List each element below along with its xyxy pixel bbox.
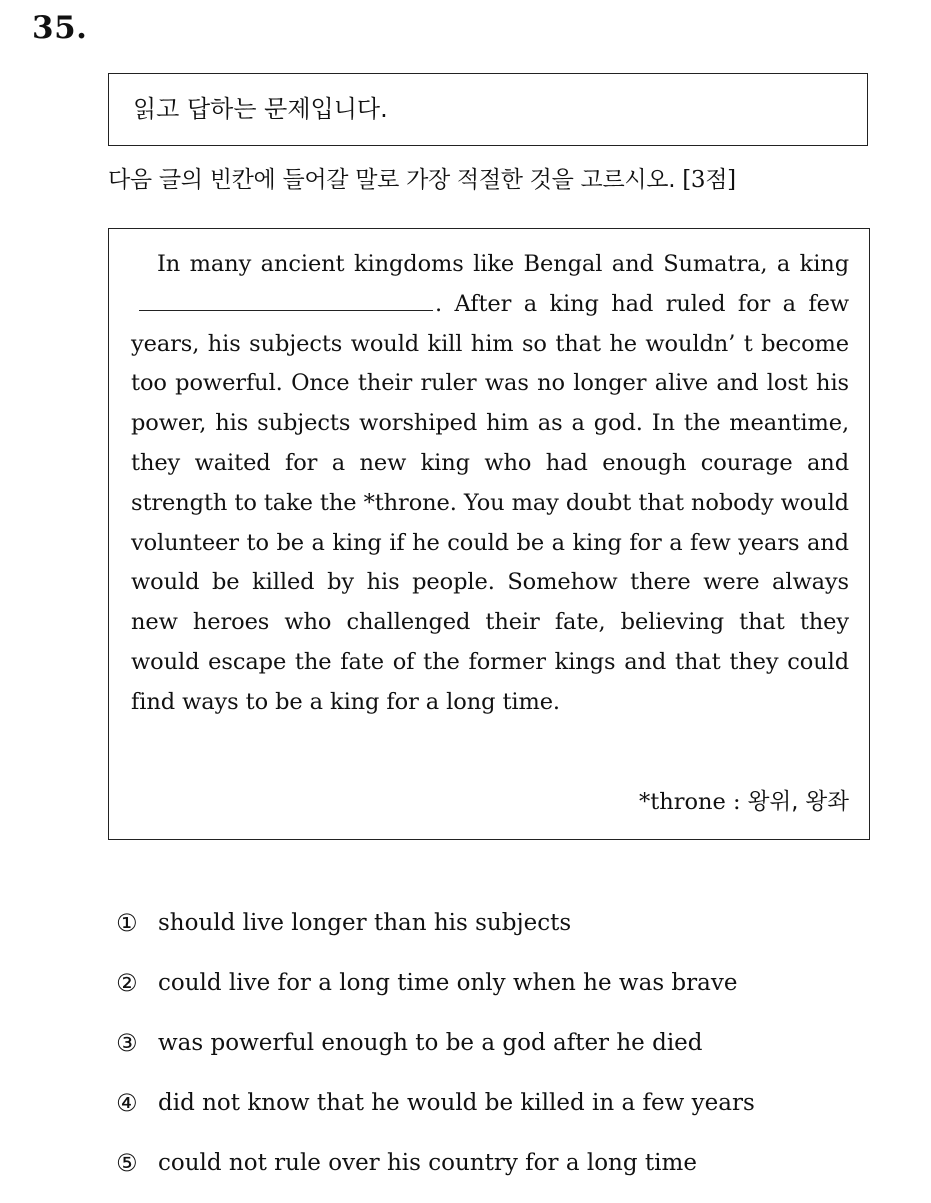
footnote-term: *throne : <box>638 789 741 815</box>
answer-blank <box>139 288 433 311</box>
choice-text: could not rule over his country for a long time <box>158 1150 697 1176</box>
passage-after-blank: . After a king had ruled for a few years, his subjects would kill him so that he wouldn’ t become too powerful. Once their ruler was no longer alive and lost his power, his subjects worshiped him as a god. In the meantime, they waited for a new king who had enough courage and strength to take the *throne. You may doubt that nobody would volunteer to be a king if he could be a king for a few years and would be killed by his people. Somehow there were always new heroes who challenged their fate, believing that they would escape the fate of the former kings and that they could find ways to be a king for a long time. <box>131 290 849 715</box>
instruction-text: 읽고 답하는 문제입니다. <box>133 95 388 123</box>
question-number: 35. <box>32 10 88 46</box>
choice-number: ② <box>116 969 138 997</box>
footnote-meaning: 왕위, 왕좌 <box>747 789 849 815</box>
choice-4[interactable] <box>116 1083 755 1143</box>
choice-2[interactable] <box>116 963 755 1023</box>
answer-choices <box>116 903 755 1203</box>
choice-text: did not know that he would be killed in a few years <box>158 1090 755 1116</box>
question-prompt <box>108 162 868 198</box>
footnote <box>639 785 849 819</box>
passage-box <box>108 228 870 840</box>
choice-5[interactable] <box>116 1143 755 1203</box>
instruction-box <box>108 73 868 146</box>
passage-before-blank: In many ancient kingdoms like Bengal and Sumatra, a king <box>157 251 849 277</box>
choice-1[interactable] <box>116 903 755 963</box>
passage-text <box>131 245 849 723</box>
question-text: 다음 글의 빈칸에 들어갈 말로 가장 적절한 것을 고르시오. <box>108 167 676 193</box>
choice-text: should live longer than his subjects <box>158 910 572 936</box>
choice-text: could live for a long time only when he was brave <box>158 970 738 996</box>
choice-number: ⑤ <box>116 1149 138 1177</box>
choice-number: ③ <box>116 1029 138 1057</box>
choice-number: ④ <box>116 1089 138 1117</box>
choice-3[interactable] <box>116 1023 755 1083</box>
choice-text: was powerful enough to be a god after he died <box>158 1030 703 1056</box>
points-label: [3점] <box>682 167 736 193</box>
choice-number: ① <box>116 909 138 937</box>
